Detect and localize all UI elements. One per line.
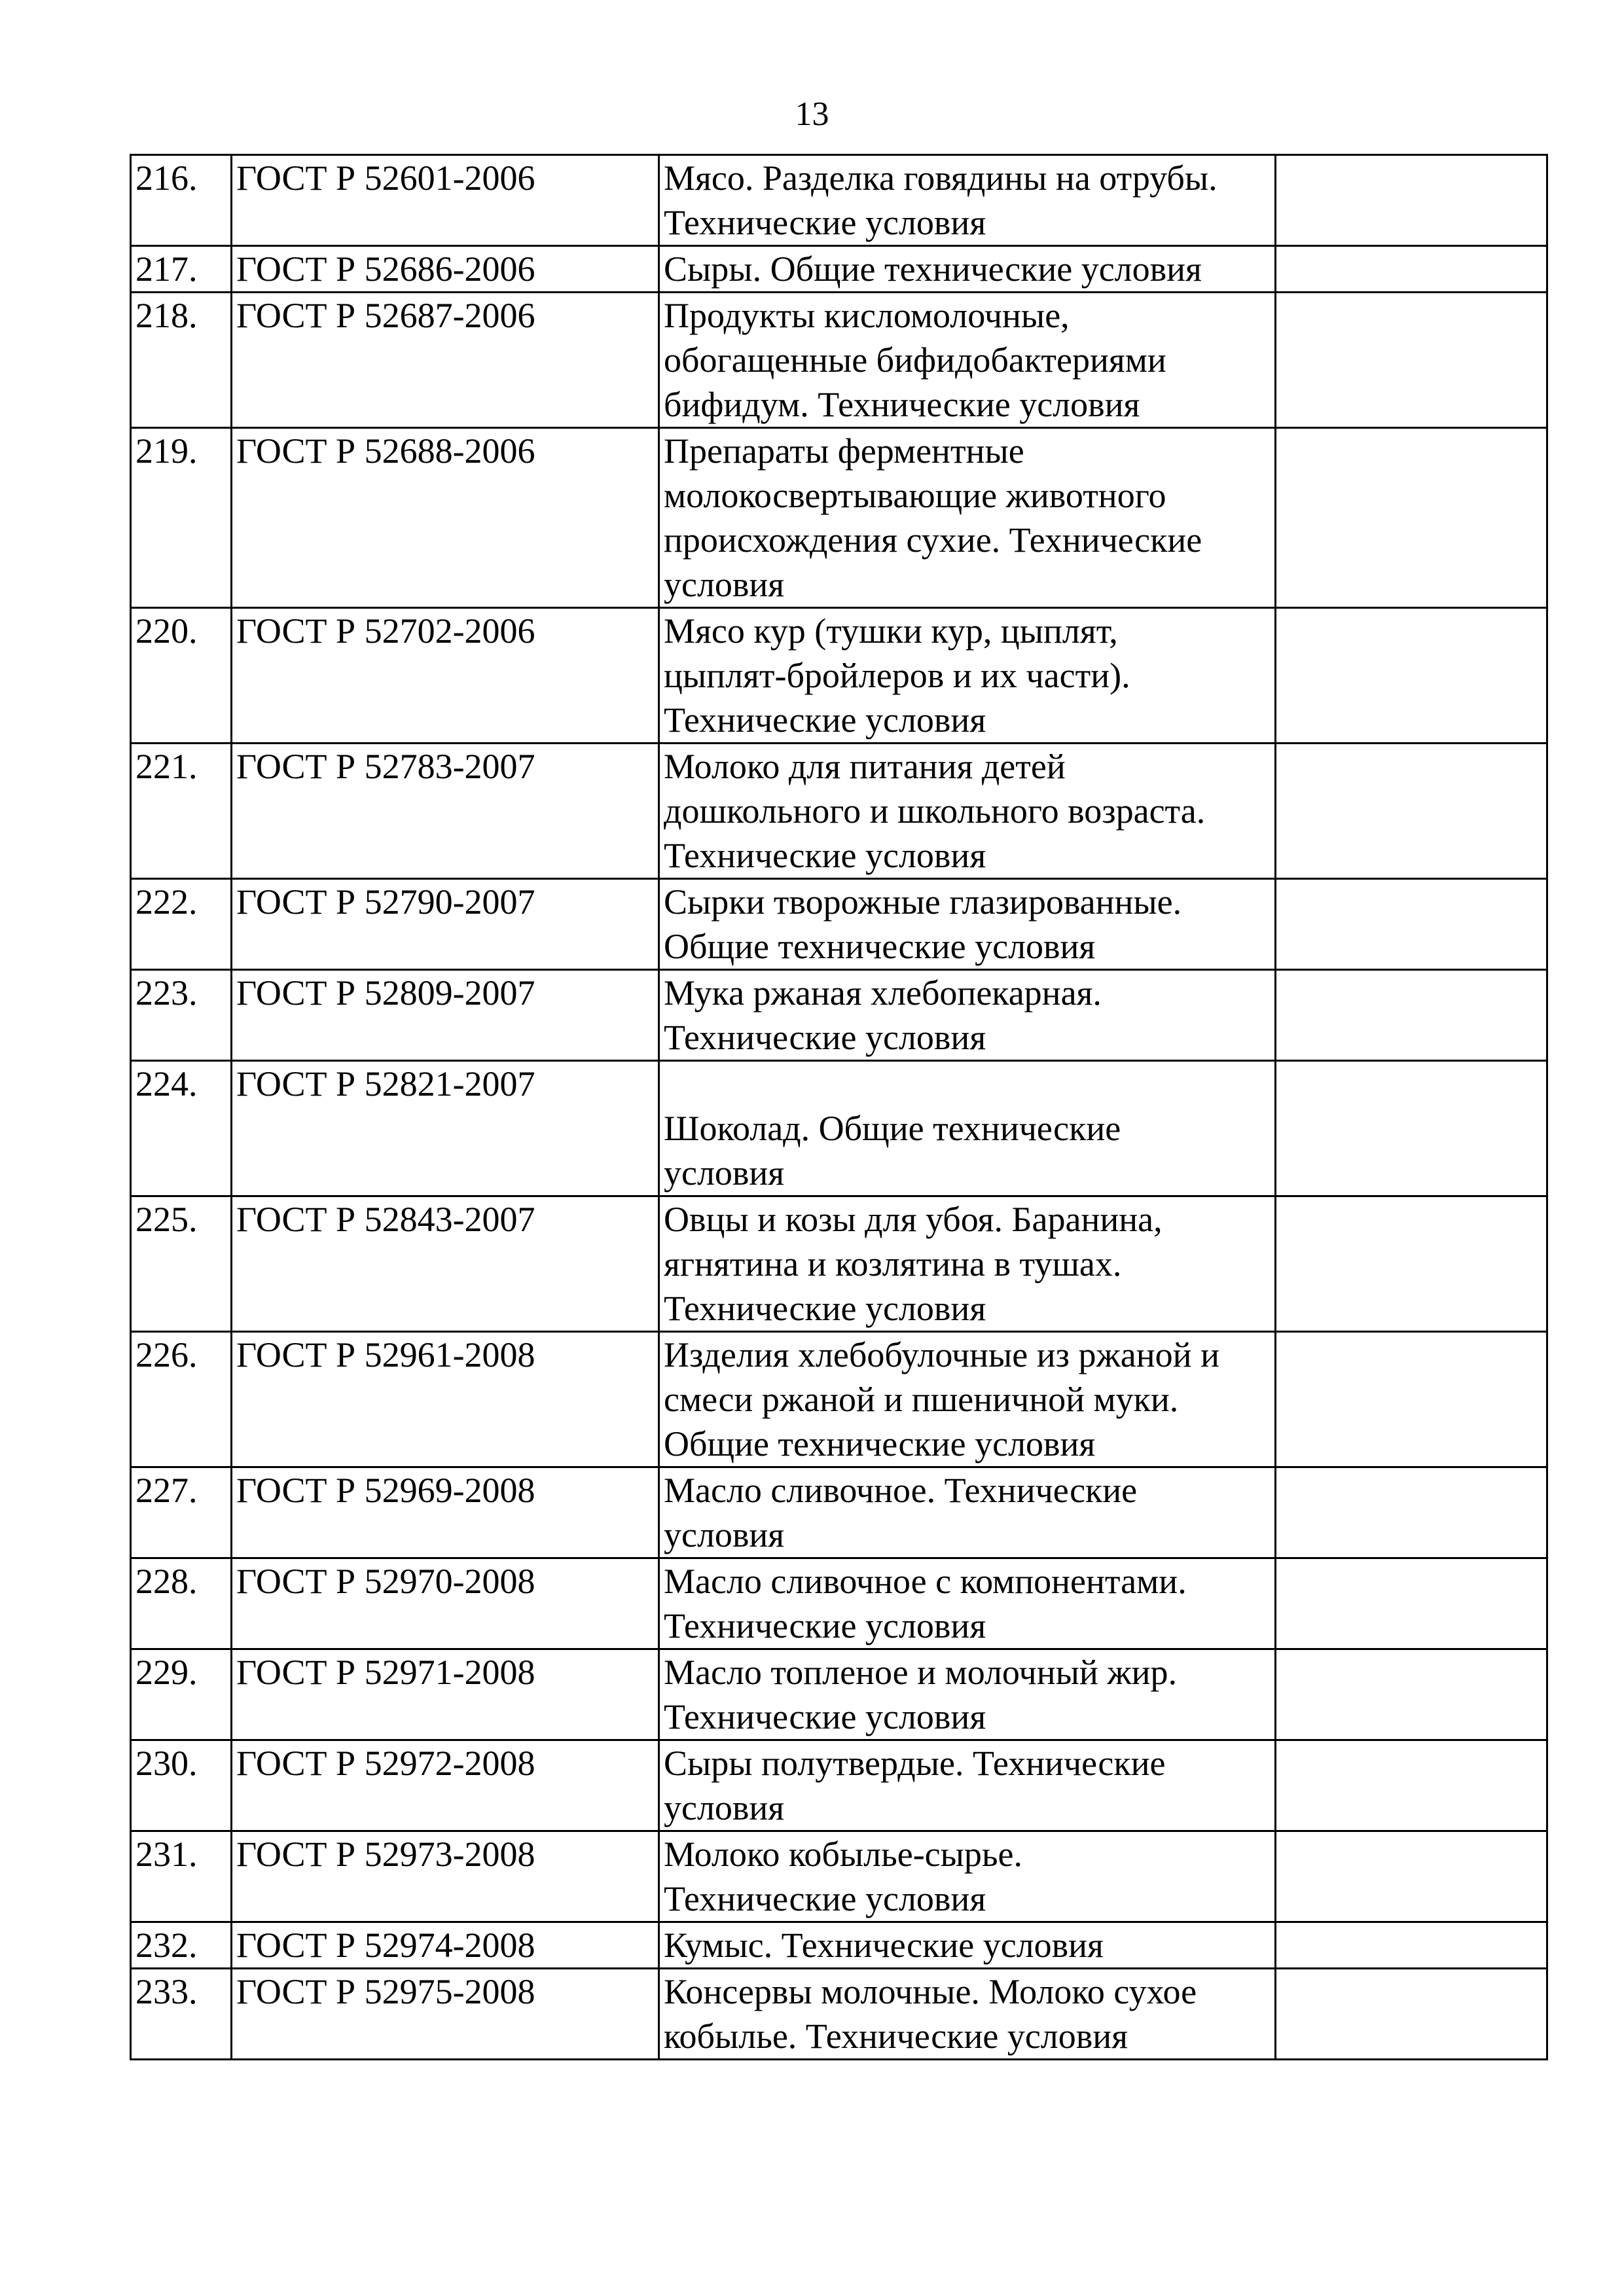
table-row (131, 1558, 1547, 1649)
empty-cell (1276, 879, 1547, 970)
standard-code: ГОСТ Р 52783-2007 (232, 744, 659, 879)
empty-cell (1276, 1196, 1547, 1332)
empty-cell (1276, 293, 1547, 428)
standard-code: ГОСТ Р 52688-2006 (232, 428, 659, 608)
empty-cell (1276, 1558, 1547, 1649)
table-row (131, 293, 1547, 428)
row-number: 233. (131, 1969, 232, 2060)
table-row (131, 1740, 1547, 1831)
row-number: 223. (131, 970, 232, 1061)
table-row (131, 608, 1547, 744)
standard-code: ГОСТ Р 52601-2006 (232, 155, 659, 246)
row-number: 227. (131, 1467, 232, 1558)
standard-title: Масло сливочное с компонентами. Технические условия (659, 1558, 1276, 1649)
table-row (131, 1649, 1547, 1740)
empty-cell (1276, 1740, 1547, 1831)
empty-cell (1276, 1467, 1547, 1558)
row-number: 232. (131, 1922, 232, 1969)
empty-cell (1276, 970, 1547, 1061)
standard-code: ГОСТ Р 52702-2006 (232, 608, 659, 744)
table-row (131, 1196, 1547, 1332)
row-number: 225. (131, 1196, 232, 1332)
table-row (131, 1922, 1547, 1969)
row-number: 228. (131, 1558, 232, 1649)
table-row (131, 1467, 1547, 1558)
table-row (131, 744, 1547, 879)
table-row (131, 1061, 1547, 1196)
standard-code: ГОСТ Р 52975-2008 (232, 1969, 659, 2060)
row-number: 216. (131, 155, 232, 246)
standard-title: Консервы молочные. Молоко сухое кобылье. Технические условия (659, 1969, 1276, 2060)
empty-cell (1276, 608, 1547, 744)
table-row (131, 428, 1547, 608)
table-row (131, 970, 1547, 1061)
standard-title: Препараты ферментные молокосвертывающие животного происхождения сухие. Технические условия (659, 428, 1276, 608)
row-number: 217. (131, 246, 232, 293)
standard-code: ГОСТ Р 52971-2008 (232, 1649, 659, 1740)
standard-title: Кумыс. Технические условия (659, 1922, 1276, 1969)
standard-title: Изделия хлебобулочные из ржаной и смеси ржаной и пшеничной муки. Общие технические условия (659, 1332, 1276, 1467)
standard-code: ГОСТ Р 52972-2008 (232, 1740, 659, 1831)
table-row (131, 1831, 1547, 1922)
standard-code: ГОСТ Р 52686-2006 (232, 246, 659, 293)
standards-table-body (131, 155, 1547, 2060)
standard-code: ГОСТ Р 52973-2008 (232, 1831, 659, 1922)
row-number: 218. (131, 293, 232, 428)
row-number: 231. (131, 1831, 232, 1922)
table-row (131, 879, 1547, 970)
standard-title: Овцы и козы для убоя. Баранина, ягнятина и козлятина в тушах. Технические условия (659, 1196, 1276, 1332)
standard-code: ГОСТ Р 52843-2007 (232, 1196, 659, 1332)
standard-title: Сыры. Общие технические условия (659, 246, 1276, 293)
empty-cell (1276, 1969, 1547, 2060)
row-number: 226. (131, 1332, 232, 1467)
empty-cell (1276, 1649, 1547, 1740)
table-row (131, 155, 1547, 246)
standard-title: Молоко кобылье-сырье. Технические условия (659, 1831, 1276, 1922)
standard-code: ГОСТ Р 52790-2007 (232, 879, 659, 970)
standard-title: Масло сливочное. Технические условия (659, 1467, 1276, 1558)
page-number: 13 (795, 96, 829, 133)
standard-title: Сыры полутвердые. Технические условия (659, 1740, 1276, 1831)
row-number: 230. (131, 1740, 232, 1831)
empty-cell (1276, 1922, 1547, 1969)
row-number: 220. (131, 608, 232, 744)
standard-title: Шоколад. Общие технические условия (659, 1061, 1276, 1196)
standard-title: Мясо кур (тушки кур, цыплят, цыплят-бройлеров и их части). Технические условия (659, 608, 1276, 744)
standard-code: ГОСТ Р 52961-2008 (232, 1332, 659, 1467)
empty-cell (1276, 1831, 1547, 1922)
row-number: 221. (131, 744, 232, 879)
empty-cell (1276, 428, 1547, 608)
row-number: 222. (131, 879, 232, 970)
standard-code: ГОСТ Р 52974-2008 (232, 1922, 659, 1969)
standard-title: Масло топленое и молочный жир. Технические условия (659, 1649, 1276, 1740)
standard-code: ГОСТ Р 52821-2007 (232, 1061, 659, 1196)
empty-cell (1276, 744, 1547, 879)
empty-cell (1276, 1332, 1547, 1467)
standards-table (130, 154, 1548, 2060)
standard-title: Сырки творожные глазированные. Общие технические условия (659, 879, 1276, 970)
row-number: 229. (131, 1649, 232, 1740)
empty-cell (1276, 1061, 1547, 1196)
table-row (131, 1969, 1547, 2060)
standard-code: ГОСТ Р 52969-2008 (232, 1467, 659, 1558)
standard-code: ГОСТ Р 52687-2006 (232, 293, 659, 428)
row-number: 224. (131, 1061, 232, 1196)
standard-title: Мясо. Разделка говядины на отрубы. Технические условия (659, 155, 1276, 246)
empty-cell (1276, 155, 1547, 246)
table-row (131, 1332, 1547, 1467)
table-row (131, 246, 1547, 293)
standard-title: Молоко для питания детей дошкольного и школьного возраста. Технические условия (659, 744, 1276, 879)
row-number: 219. (131, 428, 232, 608)
standard-title: Продукты кисломолочные, обогащенные бифидобактериями бифидум. Технические условия (659, 293, 1276, 428)
empty-cell (1276, 246, 1547, 293)
standard-code: ГОСТ Р 52809-2007 (232, 970, 659, 1061)
standard-code: ГОСТ Р 52970-2008 (232, 1558, 659, 1649)
standard-title: Мука ржаная хлебопекарная. Технические условия (659, 970, 1276, 1061)
